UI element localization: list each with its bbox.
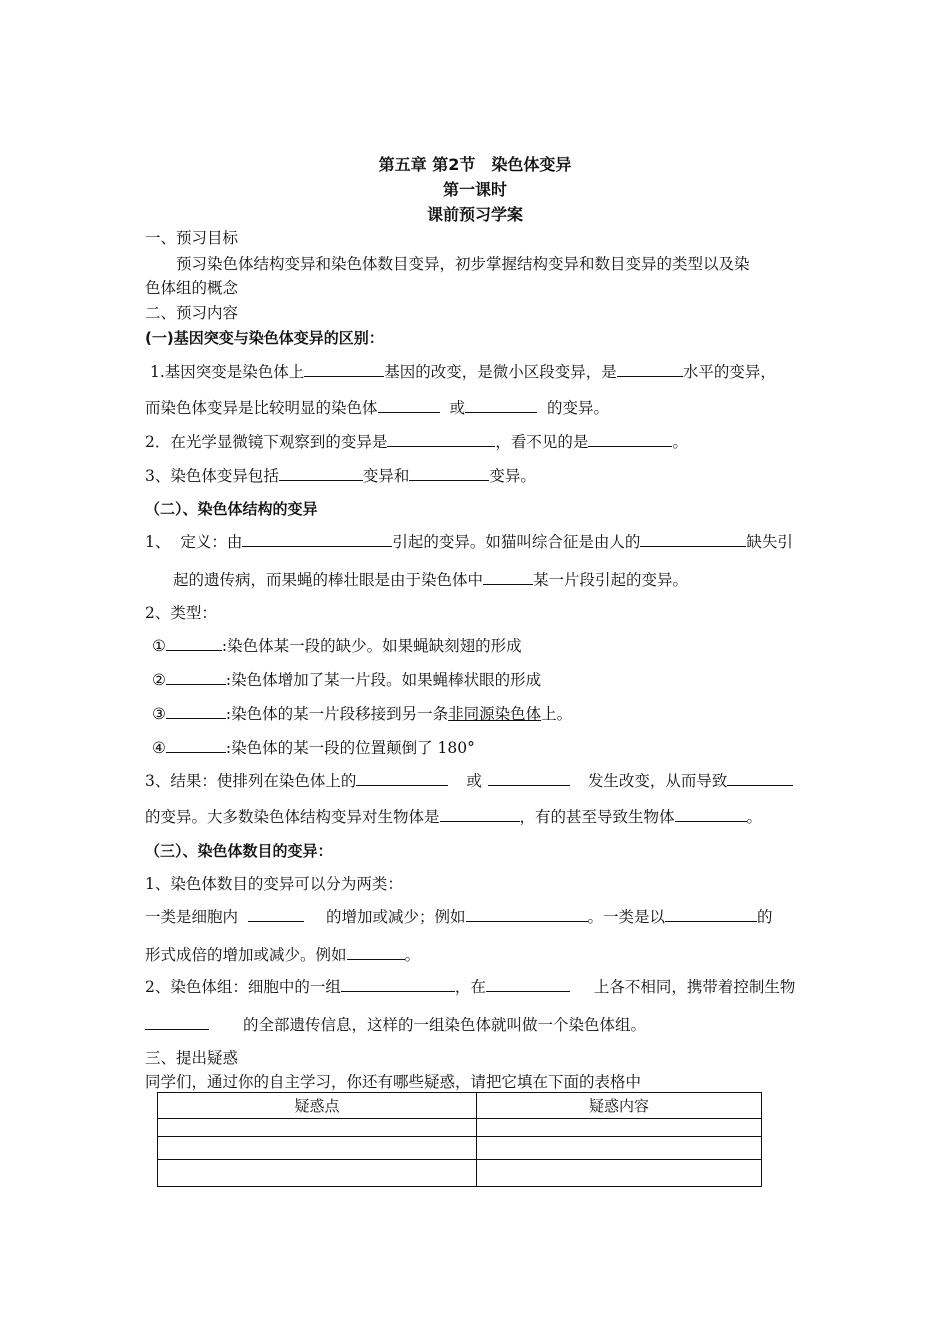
fill-blank[interactable] (279, 466, 363, 481)
fill-blank[interactable] (466, 907, 588, 922)
sec1-q3: 3、染色体变异包括 变异和 变异。 (145, 467, 536, 485)
table-cell[interactable] (477, 1119, 762, 1137)
goals-heading: 一、预习目标 (145, 229, 239, 247)
fill-blank[interactable] (675, 807, 747, 822)
sec2-type-3: ③ :染色体的某一片段移接到另一条非同源染色体上。 (152, 705, 573, 723)
sec3-line3: 形式成倍的增加或减少。例如 。 (145, 946, 421, 964)
table-cell[interactable] (477, 1137, 762, 1160)
sec2-result-line1: 3、结果：使排列在染色体上的 或 发生改变，从而导致 (145, 769, 793, 791)
fill-blank[interactable] (617, 362, 683, 377)
sec1-q1-line1: 1.基因突变是染色体上 基因的改变，是微小区段变异，是 水平的变异， (150, 363, 776, 381)
sec2-heading: （二）、染色体结构的变异 (145, 500, 318, 518)
fill-blank[interactable] (488, 771, 570, 786)
sec2-type-4: ④ :染色体的某一段的位置颠倒了 180° (152, 739, 475, 757)
fill-blank[interactable] (356, 771, 448, 786)
fill-blank[interactable] (248, 907, 304, 922)
goals-text-line2: 色体组的概念 (145, 279, 239, 297)
sec2-definition-line1: 1、 定义：由 引起的变异。如猫叫综合征是由人的 缺失引 (145, 533, 793, 551)
fill-blank[interactable] (387, 432, 495, 447)
fill-blank[interactable] (665, 907, 757, 922)
fill-blank[interactable] (465, 398, 537, 413)
sec3-group-line1: 2、染色体组：细胞中的一组 ，在 上各不相同，携带着控制生物 (145, 978, 796, 996)
sec2-type-1: ① :染色体某一段的缺少。如果蝇缺刻翅的形成 (152, 637, 522, 655)
sec3-heading: （三）、染色体数目的变异： (145, 842, 333, 860)
sec1-q2: 2．在光学显微镜下观察到的变异是 ，看不见的是 。 (145, 433, 688, 451)
page-subtitle-lesson: 第一课时 (442, 180, 507, 199)
fill-blank[interactable] (483, 570, 533, 585)
table-header-row (158, 1093, 762, 1119)
sec3-line1: 1、染色体数目的变异可以分为两类： (145, 875, 403, 893)
fill-blank[interactable] (304, 362, 384, 377)
table-header-content: 疑惑内容 (477, 1093, 762, 1119)
sec3-group-line2: 的全部遗传信息，这样的一组染色体就叫做一个染色体组。 (145, 1013, 646, 1035)
sec2-result-line2: 的变异。大多数染色体结构变异对生物体是 ，有的甚至导致生物体 。 (145, 808, 763, 826)
fill-blank[interactable] (166, 704, 226, 719)
table-row (158, 1119, 762, 1137)
fill-blank[interactable] (486, 977, 570, 992)
sec1-q1-line2: 而染色体变异是比较明显的染色体 或 的变异。 (145, 399, 610, 417)
table-row (158, 1160, 762, 1187)
doubts-table (157, 1092, 762, 1187)
fill-blank[interactable] (341, 977, 455, 992)
fill-blank[interactable] (145, 1015, 209, 1030)
table-cell[interactable] (158, 1137, 477, 1160)
fill-blank[interactable] (166, 636, 222, 651)
goals-text-line1: 预习染色体结构变异和染色体数目变异，初步掌握结构变异和数目变异的类型以及染 (176, 255, 750, 273)
fill-blank[interactable] (727, 771, 793, 786)
fill-blank[interactable] (166, 670, 226, 685)
fill-blank[interactable] (440, 807, 520, 822)
sec2-type-2: ② :染色体增加了某一片段。如果蝇棒状眼的形成 (152, 671, 542, 689)
table-cell[interactable] (158, 1119, 477, 1137)
page-subtitle-plan: 课前预习学案 (426, 205, 523, 224)
table-cell[interactable] (477, 1160, 762, 1187)
fill-blank[interactable] (166, 738, 226, 753)
fill-blank[interactable] (378, 398, 440, 413)
fill-blank[interactable] (588, 432, 672, 447)
fill-blank[interactable] (347, 945, 405, 960)
sec1-heading: (一)基因突变与染色体变异的区别： (145, 329, 384, 347)
sec3-line2: 一类是细胞内 的增加或减少；例如 。一类是以 的 (145, 908, 773, 926)
sec2-types-label: 2、类型： (145, 604, 217, 622)
fill-blank[interactable] (242, 532, 392, 547)
content-heading: 二、预习内容 (145, 304, 239, 322)
fill-blank[interactable] (409, 466, 489, 481)
fill-blank[interactable] (640, 532, 746, 547)
page-title: 第五章 第2节 染色体变异 (378, 155, 572, 174)
sec2-definition-line2: 起的遗传病，而果蝇的棒壮眼是由于染色体中 某一片段引起的变异。 (173, 571, 689, 589)
table-row (158, 1137, 762, 1160)
doubts-heading: 三、提出疑惑 (145, 1049, 239, 1067)
doubts-intro: 同学们，通过你的自主学习，你还有哪些疑惑，请把它填在下面的表格中 (145, 1073, 642, 1091)
table-cell[interactable] (158, 1160, 477, 1187)
table-header-point: 疑惑点 (158, 1093, 477, 1119)
